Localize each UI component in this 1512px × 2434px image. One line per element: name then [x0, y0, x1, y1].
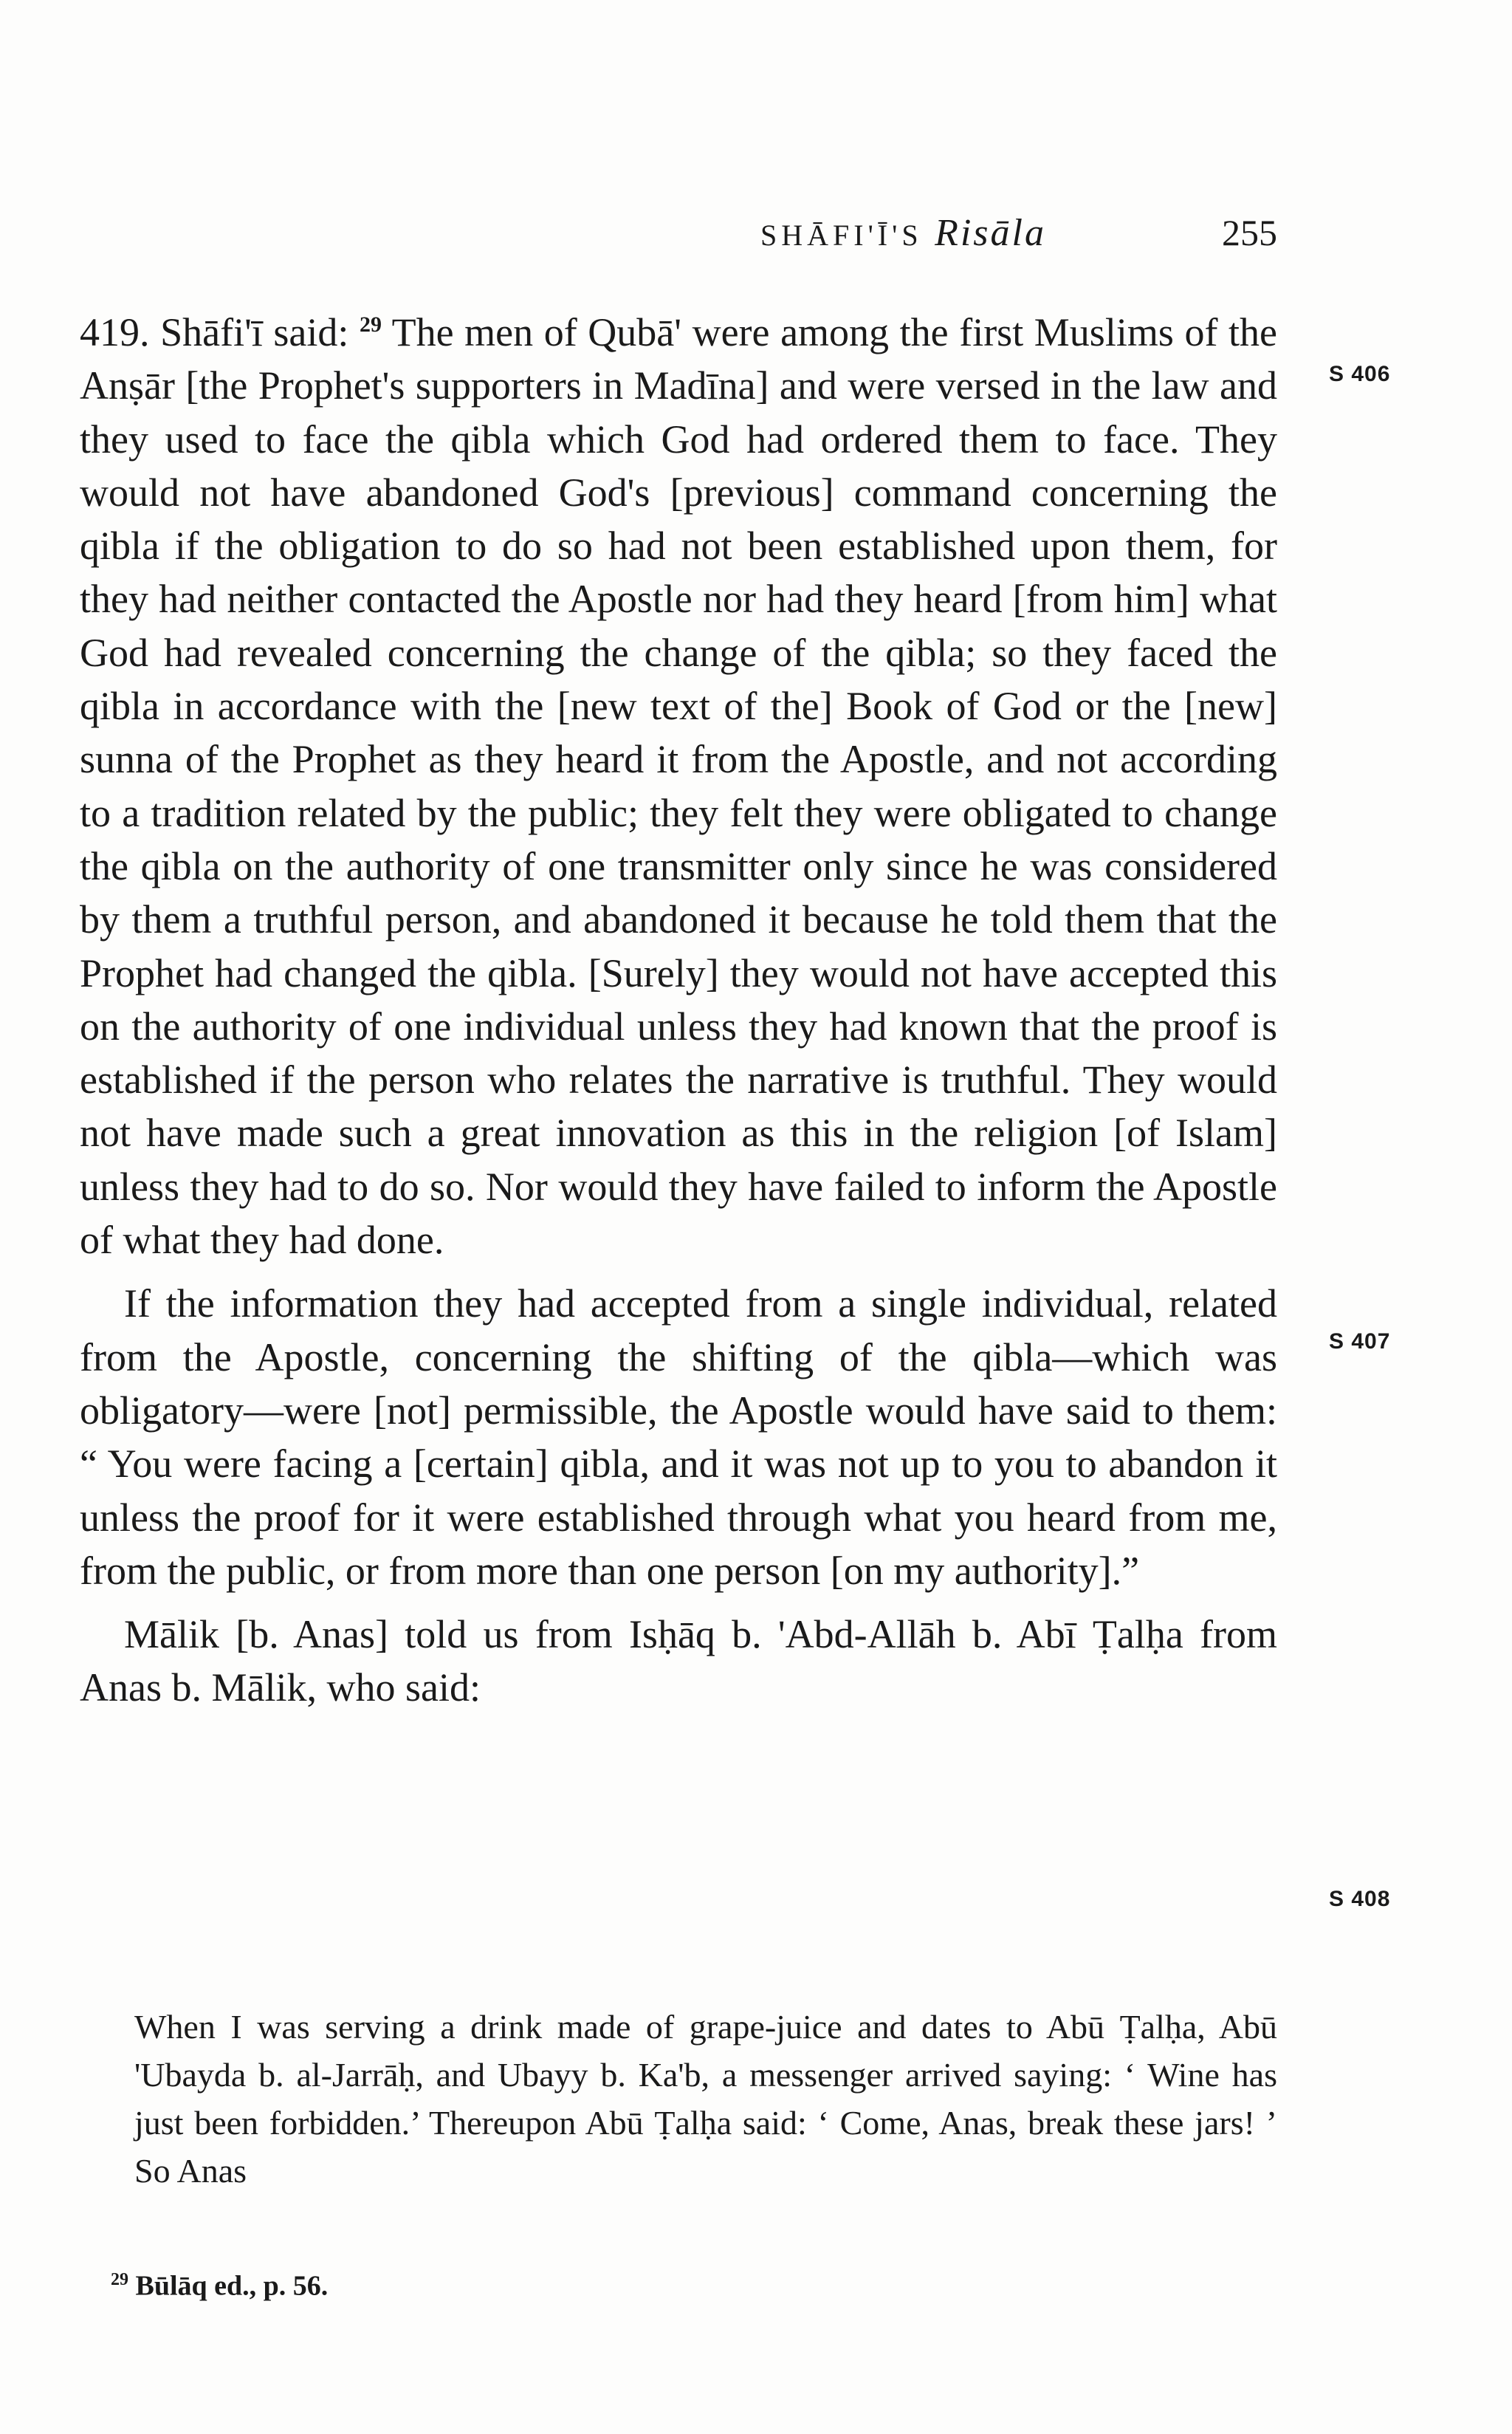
paragraph-419-text: The men of Qubā' were among the first Muslims of the Anṣār [the Prophet's supporters in Madīna] and were versed in the law and they used to face the qibla which God had ordered them to face. They would not have abandoned God's [previous] command concerning the qibla if the obligation to do so had not been established upon them, for they had neither contacted the Apostle nor had they heard [from him] what God had revealed concerning the change of the qibla; so they faced the qibla in accordance with the [new text of the] Book of God or the [new] sunna of the Prophet as they heard it from the Apostle, and not according to a tradition related by the public; they felt they were obligated to change the qibla on the authority of one transmitter only since he was considered by them a truthful person, and abandoned it because he told them that the Prophet had changed the qibla. [Surely] they would not have accepted this on the authority of one individual unless they had known that the proof is established if the person who relates the narrative is truthful. They would not have made such a great innovation as this in the religion [of Islam] unless they had to do so. Nor would they have failed to inform the Apostle of what they had done.: [80, 310, 1277, 1263]
block-quote: [134, 2003, 1277, 2195]
margin-note-s406: S 406: [1329, 362, 1391, 386]
page-header: [760, 207, 1277, 258]
block-quote-text: When I was serving a drink made of grape-juice and dates to Abū Ṭalḥa, Abū 'Ubayda b. al-Jarrāḥ, and Ubayy b. Ka'b, a messenger arrived saying: ‘ Wine has just been forbidden.’ Thereupon Abū Ṭalḥa said: ‘ Come, Anas, break these jars! ’ So Anas: [134, 2008, 1277, 2190]
margin-note-s407: S 407: [1329, 1329, 1391, 1354]
page-number: 255: [1222, 212, 1277, 253]
running-head: [760, 207, 1046, 261]
running-head-caps: SHĀFI'Ī'S: [760, 219, 923, 252]
footnote-marker: 29: [111, 2270, 128, 2289]
footnote-text: Būlāq ed., p. 56.: [135, 2270, 329, 2302]
body-text: [80, 298, 1277, 1715]
margin-note-s408: S 408: [1329, 1887, 1391, 1911]
paragraph-malik: Mālik [b. Anas] told us from Isḥāq b. 'Abd-Allāh b. Abī Ṭalḥa from Anas b. Mālik, who said:: [80, 1612, 1277, 1710]
paragraph-information: If the information they had accepted from a single individual, related from the Apostle, concerning the shifting of the qibla—which was obligatory—were [not] permissible, the Apostle would have said to them: “ You were facing a [certain] qibla, and it was not up to you to abandon it unless the proof for it were established through what you heard from me, from the public, or from more than one person [on my authority].”: [80, 1281, 1277, 1593]
running-head-title: Risāla: [935, 212, 1046, 254]
paragraph-419-lead: 419. Shāfi'ī said:: [80, 310, 360, 354]
footnote-reference: 29: [359, 312, 382, 337]
paragraph-419: [80, 298, 1277, 1266]
footnote: [111, 2261, 328, 2305]
